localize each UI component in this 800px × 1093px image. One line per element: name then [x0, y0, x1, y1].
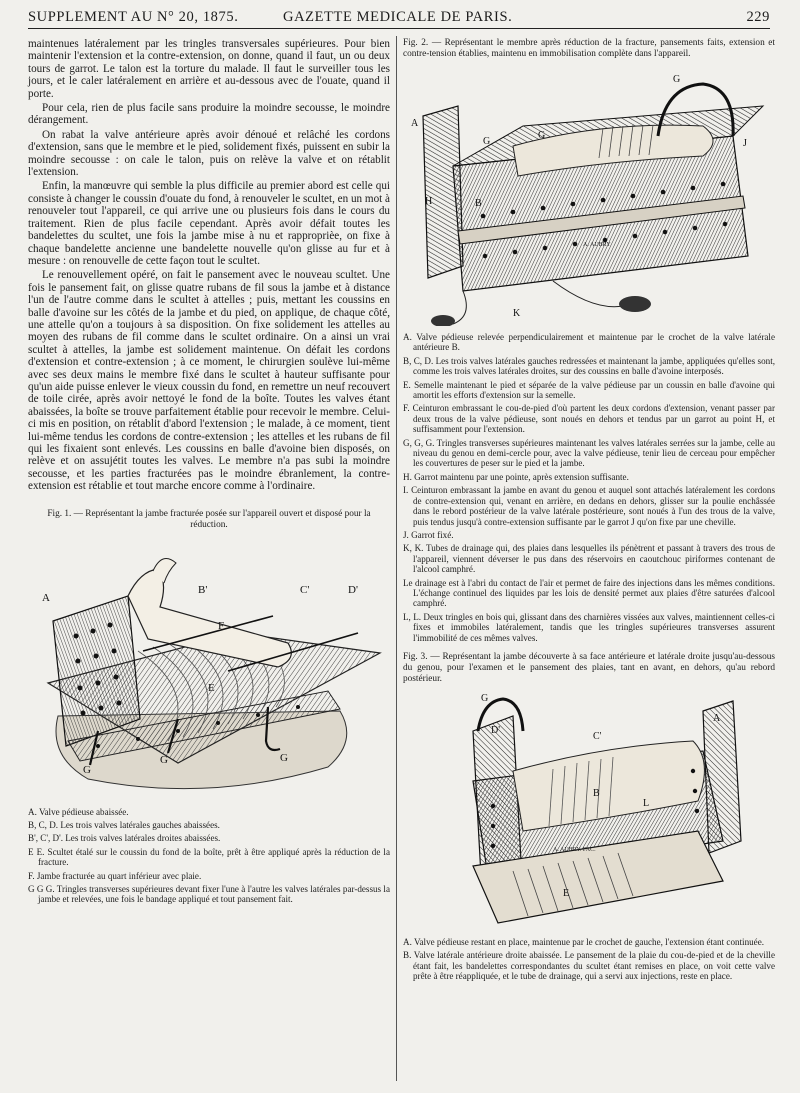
fig1-legend-item: F. Jambe fracturée au quart inférieur avec plaie. — [28, 870, 202, 881]
paragraph-1: maintenues latéralement par les tringles transversales supérieures. Pour bien maintenir l'extension et la contre-extension, on donne, quand il faut, un ou deux tours de garrot. Le talon est la torture du malade. Il faut le surveiller tous les jours, et le caler latéralement en arrière et au-dessous avec de l'ouate, quand il porte. — [28, 38, 390, 100]
fig3-label-d-prime: D' — [491, 724, 501, 736]
fig2-caption: Fig. 2. — Représentant le membre après réduction de la fracture, pansements faits, extension et contre-tension établies, maintenu en immobilisation complète dans l'appareil. — [403, 38, 775, 59]
fig1-caption: Fig. 1. — Représentant la jambe fracturée posée sur l'appareil ouvert et disposé pour la réduction. — [47, 508, 371, 530]
fig1-legend-item: E E. Scultet étalé sur le coussin du fond de la boîte, prêt à être appliqué après la réduction de la fracture. — [28, 846, 390, 868]
fig1-label-e: E — [208, 681, 215, 694]
paragraph-2: Pour cela, rien de plus facile sans produire la moindre secousse, le moindre dérangement. — [28, 102, 390, 127]
paragraph-4: Enfin, la manœuvre qui semble la plus difficile au premier abord est celle qui consiste à changer le coussin d'ouate du fond, à renouveler le scultet, en un mot à renouveler tout l'appareil, ce qui arrive une ou plusieurs fois dans le cours du traitement. Rien de plus facile cependant. Après avoir défait toutes les bandelettes du scultet, une fois la jambe mise à nu et rapproprièe, on fixe à chaque bandelette ancienne une bandelette nouvelle qu'on glisse au fur et à mesure : on renouvelle de cette façon tout le scultet. — [28, 180, 390, 267]
fig3-legend — [403, 937, 775, 982]
fig2-legend-item: H. Garrot maintenu par une pointe, après extension suffisante. — [403, 471, 629, 482]
fig3-caption: Fig. 3. — Représentant la jambe découverte à sa face antérieure et latérale droite jusqu'au-dessous du genou, pour l'examen et le pansement des plaies, tant en avant, en dehors, qu'au rebord postérieur. — [403, 651, 775, 684]
fig1-legend-item: B', C', D'. Les trois valves latérales droites abaissées. — [28, 833, 221, 844]
fig1-legend-item: G G G. Tringles transverses supérieures devant fixer l'une à l'autre les valves latérales par-dessus la jambe et relevées, une fois le bandage appliqué et tout pansement fait. — [28, 884, 390, 905]
fig1-illustration — [28, 541, 390, 799]
right-column — [403, 38, 775, 985]
fig2-label-a: A — [411, 118, 419, 129]
fig1-label-f: F — [218, 619, 225, 632]
fig1-legend-item: B, C, D. Les trois valves latérales gauches abaissées. — [28, 820, 220, 831]
fig3-engraving — [403, 691, 775, 931]
fig1-engraving — [28, 541, 390, 799]
fig3-label-b: B — [593, 787, 600, 799]
fig2-legend-item: J. Garrot fixé. — [403, 529, 454, 540]
fig1-label-a: A — [42, 591, 50, 604]
fig1-label-b-prime: B' — [198, 583, 208, 596]
fig2-label-g2: G — [538, 130, 546, 141]
fig1-foot-valve — [53, 596, 140, 746]
fig3-signature: A. AUBRY. FAC. — [553, 846, 596, 853]
fig2-legend-item: E. Semelle maintenant le pied et séparée de la valve pédieuse par un coussin en balle d'avoine qui amortit les efforts d'extension sur la semelle. — [403, 379, 775, 401]
fig3-label-a: A — [713, 712, 721, 724]
fig1-legend-item: A. Valve pédieuse abaissée. — [28, 806, 129, 817]
fig1-label-g3: G — [280, 751, 288, 764]
fig2-legend-item: F. Ceinturon embrassant le cou-de-pied d'où partent les deux cordons d'extension, venant passer par deux trous de la valve pédieuse, sont noués en dehors et tendus par un garrot au point H, et suffisamment pour l'extension. — [403, 403, 775, 435]
fig3-label-c-prime: C' — [593, 730, 602, 742]
header-page-number: 229 — [746, 9, 770, 25]
fig2-legend-item: A. Valve pédieuse relevée perpendiculairement et maintenue par le crochet de la valve latérale antérieure B. — [403, 332, 775, 353]
fig2-legend-item: Le drainage est à l'abri du contact de l'air et permet de faire des injections dans les mêmes conditions. L'échange continuel des liquides par les lois de densité permet aux plaies d'être saturées d'alcool camphré. — [403, 577, 775, 609]
left-column — [28, 38, 390, 908]
fig2-label-g1: G — [483, 136, 491, 147]
fig2-label-b: B — [475, 198, 482, 209]
fig2-legend-item: I. Ceinturon embrassant la jambe en avant du genou et auquel sont attachés latéralement les cordons de contre-extension qui, venant en arrière, en dedans en dehors, glisser sur la poulie enchâssée dans le rebord postérieur de la valve latérale postérieure, sont noués à l'un des trous de la valve, puis tendus jusqu'à contre-extension suffisante par le garrot J qu'on fixe par une cheville. — [403, 485, 775, 527]
running-header — [28, 8, 770, 29]
fig2-legend-item: B, C, D. Les trois valves latérales gauches redressées et maintenant la jambe, appliquées qu'elles sont, comme les trois valves latérales droites, sur des coussins en balle d'avoine interposés. — [403, 355, 775, 377]
column-separator — [396, 36, 397, 1081]
fig3-legend-item: B. Valve latérale antérieure droite abaissée. Le pansement de la plaie du cou-de-pied et de la cheville étant fait, les bandelettes correspondantes du scultet étant remises en place, on voit cette valve prête à être réappliquée, et le tube de drainage, qui a servi aux injections, reste en place. — [403, 950, 775, 982]
fig3-label-l: L — [643, 797, 650, 809]
header-supplement: SUPPLEMENT AU N° 20, 1875. — [28, 9, 239, 25]
fig3-label-g: G — [481, 692, 489, 704]
fig1-label-c-prime: C' — [300, 583, 310, 596]
fig1-label-d-prime: D' — [348, 583, 358, 596]
fig2-legend-item: L, L. Deux tringles en bois qui, glissant dans des charnières vissées aux valves, maintiennent celles-ci fixes et immobiles latéralement, tandis que les tringles supérieures transverses assurent l'immobilité de ces mêmes valves. — [403, 611, 775, 643]
fig2-legend-item: G, G, G. Tringles transverses supérieures maintenant les valves latérales serrées sur la jambe, celle au niveau du genou en demi-cercle pour, avec la valve pédieuse, tenir lieu de cerceau pour empêcher les couvertures de peser sur le pied et la jambe. — [403, 437, 775, 469]
fig2-legend-item: K, K. Tubes de drainage qui, des plaies dans lesquelles ils pénètrent et passant à travers des trous de l'appareil, viennent déverser le pus dans des réservoirs en caoutchouc piriformes contenant de l'alcool camphré. — [403, 543, 775, 575]
fig3-illustration — [403, 691, 775, 931]
fig2-signature: A. AUBRY — [583, 242, 611, 248]
fig2-engraving — [403, 66, 775, 326]
fig2-label-h: H — [425, 196, 433, 207]
fig3-label-e: E — [563, 887, 570, 899]
fig2-legend — [403, 332, 775, 643]
fig1-label-g1: G — [83, 763, 91, 776]
fig1-label-g2: G — [160, 753, 168, 766]
fig3-legend-item: A. Valve pédieuse restant en place, maintenue par le crochet de gauche, l'extension étant continuée. — [403, 936, 765, 947]
header-journal-title: GAZETTE MEDICALE DE PARIS. — [283, 9, 513, 25]
fig2-label-g3: G — [673, 74, 681, 85]
fig2-label-k: K — [513, 308, 521, 319]
fig1-legend — [28, 807, 390, 905]
fig2-label-j: J — [743, 138, 747, 149]
paragraph-5: Le renouvellement opéré, on fait le pansement avec le nouveau scultet. Une fois le pansement fait, on glisse quatre rubans de fil sous la jambe et à distance l'un de l'autre comme dans le scultet à attelles ; puis, mettant les coussins en balle d'avoine sur les côtés de la jambe et du pied, on applique, de chaque côté, une attelle qu'on a toujours à sa disposition. On fixe solidement les attelles au moyen des rubans de fil comme dans le scultet ordinaire. On a ainsi un vrai scultet à attelles, la jambe est solidement maintenue. On défait les cordons d'extension et contre-extension ; à ce moment, le chirurgien soulève lui-même avec ses deux mains le membre fixé dans le scultet à hauteur suffisante pour qu'un aide puisse enlever le vieux coussin du fond, en remettre un neuf recouvert de toile cirée, après avoir nettoyé le fond de la boîte. Toutes les valves étant abaissées, la boîte se trouve parfaitement établie pour recevoir le membre. Celui-ci mis en position, on rétablit d'abord l'extension ; le malade, à ce moment, tient lui-même tendus les cordons de contre-extension ; les attelles et les rubans de fil qui les fixaient sont enlevés. Les coussins en balle d'avoine bien disposés, on relève et on assujétit toutes les valves. Le membre n'a pas subi la moindre secousse, et les parties fracturées pas le moindre ébranlement, la contre-extension est rétablie et tout marche encore comme à l'ordinaire. — [28, 269, 390, 493]
fig2-illustration — [403, 66, 775, 326]
paragraph-3: On rabat la valve antérieure après avoir dénoué et relâché les cordons d'extension, sans que le membre et le pied, solidement fixés, puissent en subir la moindre secousse : on cale le talon, puis on relève la valve et on rétablit l'extension. — [28, 128, 390, 179]
